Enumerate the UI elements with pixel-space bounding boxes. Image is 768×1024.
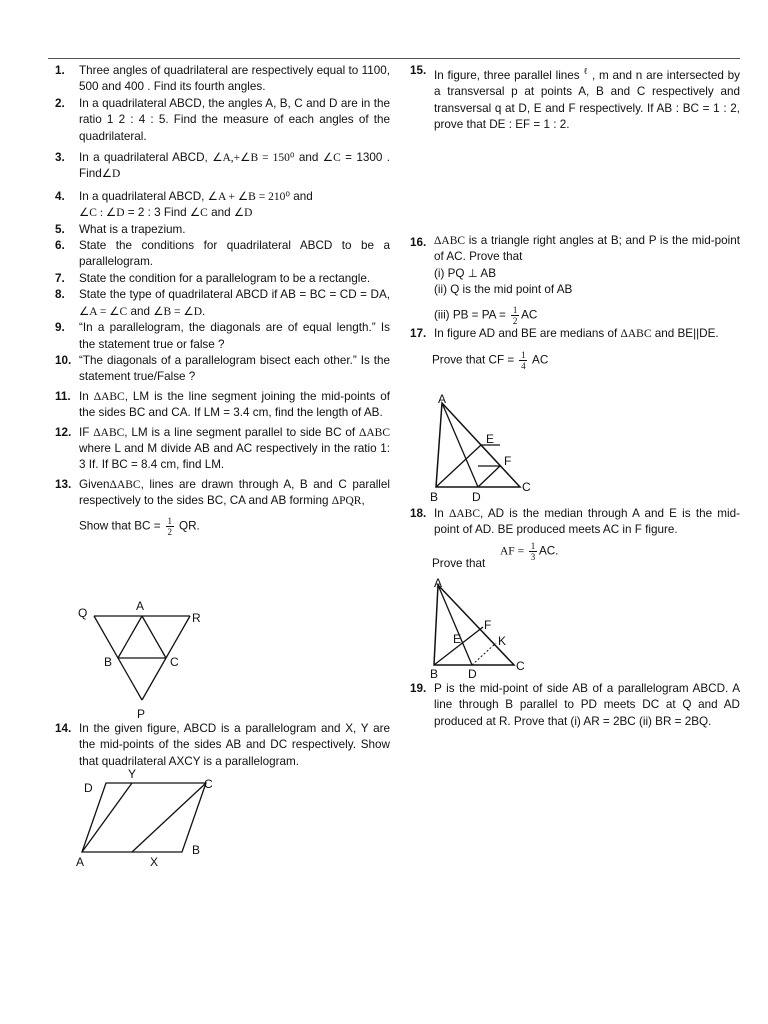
question-9 [55,320,390,353]
question-text: AC [521,308,538,322]
question-number: 9. [55,321,65,335]
math-expression: ∠A = ∠C [79,305,128,318]
question-text: In a quadrilateral ABCD, the angles A, B, C and D are in the ratio 1 2 : 4 : 5. Find the measure of each angles of the quadrilateral. [79,96,390,143]
left-column [55,63,390,537]
question-number: 10. [55,353,72,367]
math-expression: AF = [500,545,527,558]
math-expression: ΔABC [109,478,141,491]
right-column [410,63,740,134]
math-expression: ΔPQR [331,495,362,508]
label-D: D [84,781,93,795]
question-text: is a triangle right angles at B; and P is the mid-point of AC. Prove that [434,234,740,264]
math-expression: ΔABC [93,426,125,439]
question-number: 11. [55,389,71,403]
question-number: 17. [410,326,427,340]
line-DF [478,466,500,487]
question-18 [410,506,740,539]
question-number: 19. [410,682,427,695]
question-text: where L and M divide AB and AC respectively in the ratio 1: 3 If. If BC = 8.4 cm, find LM. [79,441,390,472]
question-text: and [211,206,234,220]
question-text: In figure, three parallel lines [434,68,584,82]
fraction [529,541,537,562]
q17-prove-line [432,350,740,371]
question-10 [55,353,390,386]
question-6 [55,238,390,271]
math-expression: ∠B = ∠D [153,305,203,318]
median-AD [442,403,478,487]
question-text: AC [529,353,549,367]
dotted-line-DK [472,643,496,665]
question-14-block [55,721,390,770]
median-BE [436,445,481,487]
fraction-numerator: 1 [167,515,173,526]
question-text: = 1300 . Find [79,151,391,181]
label-A: A [76,855,85,869]
question-16 [410,233,740,326]
question-number: 8. [55,288,65,302]
fraction-denominator: 2 [512,315,518,326]
question-11 [55,389,390,422]
question-5 [55,222,390,238]
math-expression: ∠D [101,168,121,181]
question-text: In the given figure, ABCD is a parallelogram and X, Y are the mid-points of the sides AB and DC respectively. Show that quadrilateral AXCY is a parallelogram. [79,722,390,768]
question-text: In figure AD and BE are medians of [434,326,621,340]
question-text: Show that BC = [79,519,164,533]
label-F: F [484,618,492,632]
fraction [166,516,174,537]
question-text: and BE||DE. [651,326,719,340]
label-C: C [522,480,531,494]
question-text: In a quadrilateral ABCD, [79,151,208,165]
question-text: , LM is a line segment parallel to side BC of [124,425,359,439]
question-14 [55,721,390,770]
math-expression: ∠C [322,152,341,165]
q18-prove-line: Prove that [432,556,486,570]
line-XC [132,783,206,852]
question-number: 6. [55,239,65,253]
label-F: F [504,454,512,468]
label-C: C [516,659,525,673]
question-text: State the conditions for quadrilateral ABCD to be a parallelogram. [79,239,390,269]
triangle-ABC [434,585,514,665]
show-that-line [79,516,390,537]
fraction [519,350,527,371]
label-C: C [170,655,179,669]
question-16-block [410,233,740,371]
question-15 [410,63,740,134]
question-text: In a quadrilateral ABCD, [79,189,205,203]
question-number: 1. [55,64,65,77]
question-text: , [361,494,365,508]
question-7 [55,271,390,287]
question-text: and [293,189,313,203]
question-text: Prove that CF = [432,353,518,367]
question-4 [55,189,390,222]
fraction-denominator: 4 [521,361,526,372]
math-expression: ∠C [189,207,208,220]
figure-13-triangle [70,594,220,724]
question-text: “The diagonals of a parallelogram bisect each other.” Is the statement true/False ? [79,353,390,384]
question-text: and [298,151,323,165]
question-text: State the condition for a parallelogram to be a rectangle. [79,271,371,285]
label-D: D [468,667,477,679]
question-18-block [410,506,740,572]
part-iii [434,305,740,326]
label-R: R [192,611,201,625]
fraction [511,305,519,326]
math-expression: ΔABC [448,508,481,520]
question-text: AC. [538,544,559,558]
question-number: 15. [410,64,427,77]
question-3 [55,150,390,183]
question-8 [55,287,390,320]
question-17 [410,326,740,342]
perpendicular-symbol: ⊥ [467,267,478,280]
question-text: In [434,507,449,520]
question-number: 2. [55,96,65,110]
question-2 [55,96,390,145]
math-expression: ∠C : ∠D [79,207,125,220]
math-expression: ΔABC [434,235,466,247]
top-rule [48,58,740,59]
question-text: What is a trapezium. [79,222,186,236]
label-C: C [204,777,213,791]
question-number: 14. [55,722,72,735]
question-1 [55,63,390,96]
question-text: In [79,389,94,403]
label-X: X [150,855,159,869]
question-text: and [127,304,154,318]
label-B: B [430,490,439,504]
math-expression: ∠D [233,207,253,220]
question-12 [55,425,390,474]
label-E: E [486,432,495,446]
fraction-denominator: 3 [530,551,536,562]
question-number: 3. [55,151,65,165]
question-number: 18. [410,507,427,520]
part-i [434,266,740,282]
question-text: . [202,304,206,318]
question-19-block [410,681,740,730]
question-number: 7. [55,271,65,285]
median-AD [438,585,472,665]
question-text: , lines are drawn through A, B and C parallel respectively to the sides BC, CA and AB forming [79,477,390,508]
question-text: State the type of quadrilateral ABCD if AB = BC = CD = DA, [79,288,390,302]
label-B: B [430,667,439,679]
fraction-numerator: 1 [512,304,518,315]
question-text: QR. [175,519,200,533]
question-text: AB [477,266,496,280]
label-Q: Q [78,606,88,620]
question-text: , m and n are intersected by a transversal p at points A, B and C respectively and transversal q at D, E and F respectively. If AB : BC = 1 : 2, prove that DE : EF = 1 : 2. [434,68,741,132]
label-E: E [453,632,462,646]
question-text: (i) PQ [434,266,468,280]
label-P: P [137,707,146,721]
question-text: , LM is the line segment joining the mid-points of the sides BC and CA. If LM = 3.4 cm, find the length of AB. [79,389,390,420]
label-D: D [472,490,481,504]
question-19 [410,681,740,730]
label-Y: Y [128,768,137,781]
line-AB [118,616,142,658]
label-B: B [192,843,201,857]
fraction-numerator: 1 [530,540,536,551]
fraction-denominator: 2 [167,526,173,537]
line-AC [142,616,166,658]
math-expression: ΔABC [358,426,391,439]
math-expression: ∠A + ∠B = 210⁰ [207,190,290,203]
figure-17-triangle [428,393,538,505]
label-A: A [136,599,145,613]
question-number: 13. [55,477,72,491]
question-number: 16. [410,236,427,249]
label-B: B [104,655,113,669]
math-expression: ℓ [583,66,589,76]
question-text: Given [79,477,110,491]
label-K: K [498,634,507,648]
label-A: A [438,393,447,406]
question-text: , AD is the median through A and E is the mid-point of AD. BE produced meets AC in F figure. [434,507,740,537]
question-text: IF [79,425,94,439]
question-text: Three angles of quadrilateral are respectively equal to 1100, 500 and 400 . Find its fourth angles. [79,64,390,94]
math-expression: ΔABC [620,327,652,340]
part-ii: (ii) Q is the mid point of AB [434,283,573,297]
question-text: “In a parallelogram, the diagonals are of equal length.” Is the statement true or false ? [79,321,390,351]
fraction-numerator: 1 [521,350,526,361]
question-text: = 2 : 3 Find [127,206,190,220]
label-A: A [434,577,443,590]
figure-18-triangle [428,577,538,679]
question-number: 5. [55,222,65,236]
question-number: 4. [55,189,65,203]
question-number: 12. [55,425,72,439]
question-text: P is the mid-point of side AB of a parallelogram ABCD. A line through B parallel to PD meets DC at Q and AD produced at R. Prove that (i) AR = 2BC (ii) BR = 2BQ. [434,682,740,728]
question-text: (iii) PB = PA = [434,308,510,322]
question-13 [55,477,390,537]
math-expression: ∠A,+∠B = 150⁰ [212,152,295,165]
math-expression: ΔABC [93,390,125,403]
figure-14-parallelogram [70,768,220,870]
